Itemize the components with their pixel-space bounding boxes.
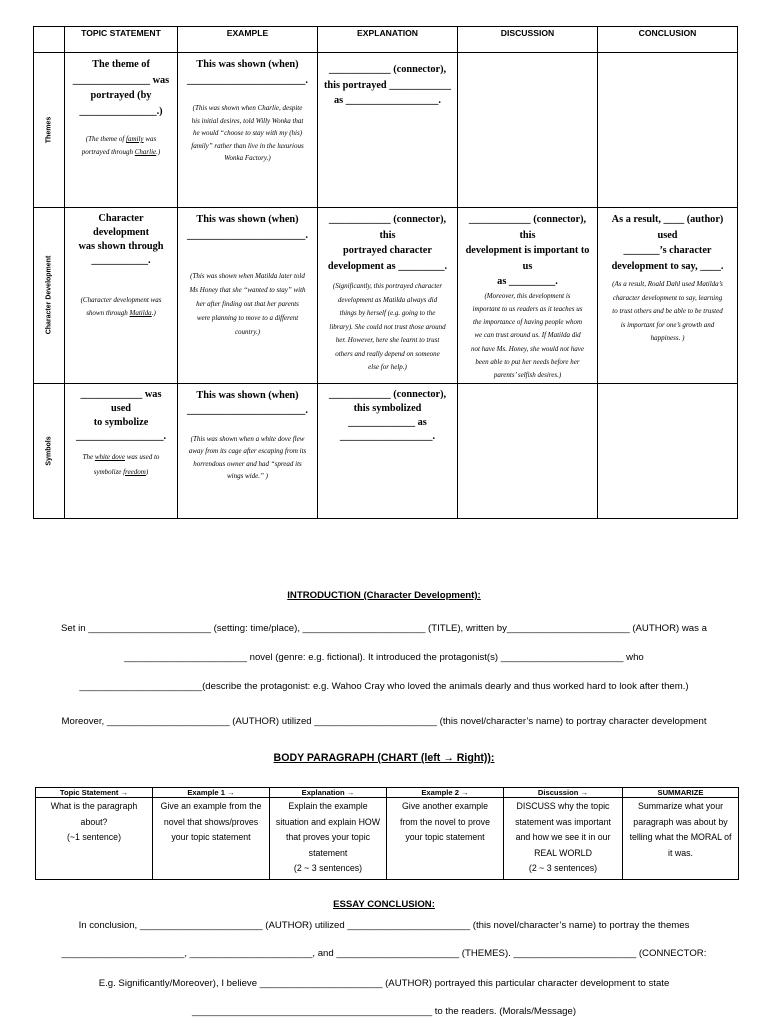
character-explanation-cell [318,208,458,384]
header-conclusion: CONCLUSION [598,27,738,53]
introduction-line: Set in _______________________ (setting: time/place), _______________________ (TITLE), written by_______________________ (AUTHOR) was a [61,623,707,634]
example-2-guidance: Give another example from the novel to prove your topic statement [387,798,504,880]
discussion-prompt: ____________ (connector), this development is important to us as _________. [465,214,590,287]
essay-planning-chart [33,26,738,519]
topic-prompt: The theme of _______________ was portrayed (by _______________.) [72,59,170,117]
body-chart-header-row [36,788,739,798]
symbols-conclusion-cell [598,383,738,518]
chart-header-row [34,27,738,53]
header-topic-statement: Topic Statement → [36,788,153,798]
example-prompt: This was shown (when) _______________________. [187,214,308,241]
conclusion-line: E.g. Significantly/Moreover), I believe _______________________ (AUTHOR) portrayed this particular character development to state [98,978,670,989]
introduction-heading: INTRODUCTION (Character Development): [287,590,481,601]
symbols-topic-cell [65,383,178,518]
topic-statement-guidance: What is the paragraph about? (~1 sentence) [36,798,153,880]
body-paragraph-heading: BODY PARAGRAPH (CHART (left → Right)): [273,752,495,764]
row-label-symbols: Symbols [45,435,53,466]
character-topic-cell [65,208,178,384]
conclusion-note: (As a result, Roald Dahl used Matilda’s character development to say, learning to trust others and be able to be trusted is important for one’s growth and happiness. ) [612,280,723,342]
topic-note: The white dove was used to symbolize freedom) [82,452,160,476]
row-label-cell [34,53,65,208]
explanation-prompt: ____________ (connector), this portrayed character development as _________. [327,214,448,272]
symbols-explanation-cell [318,383,458,518]
summarize-guidance: Summarize what your paragraph was about by telling what the MORAL of it was. [623,798,739,880]
themes-conclusion-cell [598,53,738,208]
body-paragraph-chart [35,787,739,880]
conclusion-line: In conclusion, _______________________ (AUTHOR) utilized _______________________ (this novel/character’s name) to portray the themes [78,920,690,931]
row-label-cell [34,383,65,518]
example-prompt: This was shown (when) _______________________. [187,59,308,86]
header-explanation: Explanation → [270,788,387,798]
example-1-guidance: Give an example from the novel that shows/proves your topic statement [153,798,270,880]
topic-note: (The theme of family was portrayed through Charlie.) [81,135,161,156]
discussion-guidance: DISCUSS why the topic statement was important and how we see it in our REAL WORLD (2 ~ 3 sentences) [504,798,623,880]
header-example: EXAMPLE [178,27,318,53]
header-explanation: EXPLANATION [318,27,458,53]
themes-explanation-cell [318,53,458,208]
header-discussion: DISCUSSION [458,27,598,53]
character-conclusion-cell [598,208,738,384]
discussion-note: (Moreover, this development is important to us readers as it teaches us the importance of having people whom we can trust around us. If Matilda did not have Ms. Honey, she would not have been able to put her needs before her parents’ selfish desires.) [471,291,584,380]
explanation-note: (Significantly, this portrayed character development as Matilda always did things by herself (e.g. going to the library). She could not trust those around her. However, here she learnt to trust others and really depend on someone else for help.) [329,282,446,371]
introduction-line: _______________________(describe the protagonist: e.g. Wahoo Cray who loved the animals dearly and thus worked hard to look after them.) [79,681,689,692]
conclusion-line: _______________________, _______________________, and _______________________ (THEMES). _______________________ (CONNECTOR: [61,948,707,959]
header-summarize: SUMMARIZE [623,788,739,798]
conclusion-prompt: As a result, ____ (author) used _______’s character development to say, ____. [611,214,724,272]
topic-prompt: Character development was shown through ___________. [78,213,164,266]
row-symbols [34,383,738,518]
example-note: (This was shown when Charlie, despite his initial desires, told Willy Wonka that he would “choose to stay with my (his) family” rather than live in the luxurious Wonka Factory.) [191,104,304,162]
topic-note: (Character development was shown through Matilda.) [80,296,162,317]
example-note: (This was shown when a white dove flew away from its cage after escaping from its horrendous owner and had “spread its wings wide.” ) [188,434,307,481]
header-example-1: Example 1 → [153,788,270,798]
symbols-discussion-cell [458,383,598,518]
explanation-guidance: Explain the example situation and explain HOW that proves your topic statement (2 ~ 3 sentences) [270,798,387,880]
row-label-character-development: Character Development [45,255,53,335]
essay-conclusion-heading: ESSAY CONCLUSION: [333,899,435,910]
row-label-themes: Themes [45,116,53,144]
character-example-cell [178,208,318,384]
symbols-example-cell [178,383,318,518]
topic-prompt: ____________ was used to symbolize _________________. [75,388,167,442]
introduction-line: _______________________ novel (genre: e.g. fictional). It introduced the protagonist(s) _______________________ who [124,652,644,663]
row-label-cell [34,208,65,384]
example-prompt: This was shown (when) _______________________. [187,389,308,417]
corner-cell [34,27,65,53]
conclusion-line: _____________________________________________ to the readers. (Morals/Message) [191,1006,577,1017]
row-themes [34,53,738,208]
themes-topic-cell [65,53,178,208]
themes-discussion-cell [458,53,598,208]
body-chart-guidance-row [36,798,739,880]
themes-example-cell [178,53,318,208]
header-discussion: Discussion → [504,788,623,798]
header-topic-statement: TOPIC STATEMENT [65,27,178,53]
header-example-2: Example 2 → [387,788,504,798]
explanation-prompt: ____________ (connector), this symbolized _____________ as __________________. [328,388,447,442]
row-character-development [34,208,738,384]
character-discussion-cell [458,208,598,384]
introduction-line: Moreover, _______________________ (AUTHOR) utilized _______________________ (this novel/character’s name) to portray character development [61,716,707,727]
example-note: (This was shown when Matilda later told Ms Honey that she “wanted to stay” with her after finding out that her parents were planning to move to a different country.) [189,272,306,336]
explanation-prompt: ____________ (connector), this portrayed ____________ as __________________. [324,64,451,106]
